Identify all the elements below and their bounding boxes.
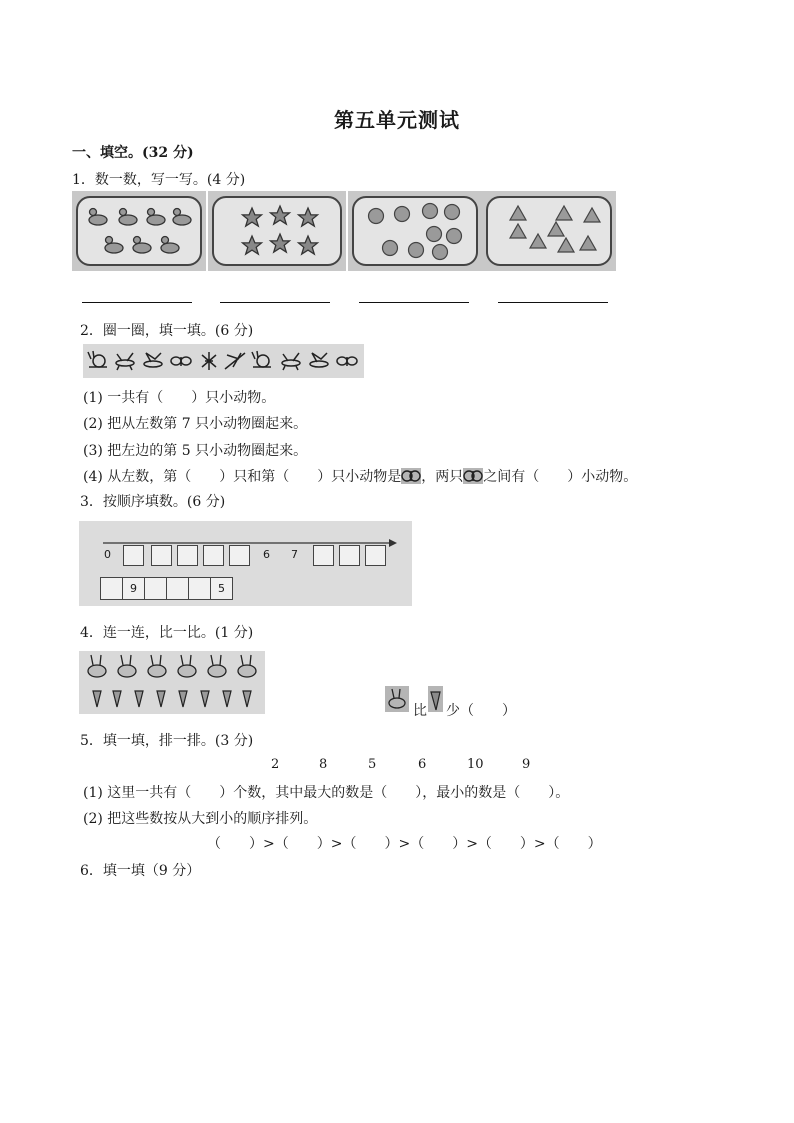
rabbit-icon: [385, 686, 409, 712]
section-heading: 一、填空。(32 分): [72, 145, 194, 161]
q2-part4: [83, 466, 637, 486]
row-blank-box[interactable]: [166, 577, 189, 600]
shao-answer[interactable]: 少（ ）: [446, 703, 516, 719]
line-label-6: 6: [263, 548, 270, 561]
answer-line-stars[interactable]: [220, 302, 330, 303]
triangle-panel: [482, 191, 616, 271]
q1-prompt: 1．数一数，写一写。(4 分): [72, 172, 246, 188]
row-box-5: 5: [210, 577, 233, 600]
order-blanks[interactable]: （ ）>（ ）>（ ）>（ ）>（ ）>（ ）: [207, 836, 602, 852]
triangle-icon-group: [488, 198, 614, 264]
rabbits-carrots-icons: [79, 651, 265, 714]
line-blank-box[interactable]: [229, 545, 250, 566]
rabbits-carrots-figure: [79, 651, 265, 714]
animal-row-icons: [83, 344, 364, 378]
q4-prompt: 4．连一连，比一比。(1 分): [80, 625, 254, 641]
row-blank-box[interactable]: [100, 577, 123, 600]
line-blank-box[interactable]: [365, 545, 386, 566]
page-title: 第五单元测试: [334, 108, 460, 132]
bi-text: 比: [413, 703, 427, 719]
star-icon-group: [214, 198, 344, 264]
q5-part1: (1) 这里一共有（ ）个数，其中最大的数是（ ），最小的数是（ ）。: [83, 785, 570, 801]
line-blank-box[interactable]: [151, 545, 172, 566]
q2-part3: (3) 把左边的第 5 只小动物圈起来。: [83, 443, 308, 459]
line-blank-box[interactable]: [203, 545, 224, 566]
number-2: 2: [271, 757, 280, 772]
q2-part1: (1) 一共有（ ）只小动物。: [83, 390, 276, 406]
counting-pictures: [72, 191, 616, 271]
number-6: 6: [418, 757, 427, 772]
q3-prompt: 3．按顺序填数。(6 分): [80, 494, 226, 510]
line-blank-box[interactable]: [123, 545, 144, 566]
row-box-9: 9: [122, 577, 145, 600]
animal-row: [83, 344, 364, 378]
line-blank-box[interactable]: [339, 545, 360, 566]
line-blank-box[interactable]: [313, 545, 334, 566]
number-5: 5: [368, 757, 377, 772]
q2-part4-mid: ，两只: [421, 469, 464, 485]
line-blank-box[interactable]: [177, 545, 198, 566]
butterfly-icon: [463, 468, 483, 484]
duck-panel: [72, 191, 206, 271]
number-8: 8: [319, 757, 328, 772]
duck-icon-group: [78, 198, 204, 264]
star-panel: [208, 191, 346, 271]
q2-part2: (2) 把从左数第 7 只小动物圈起来。: [83, 416, 308, 432]
row-blank-box[interactable]: [188, 577, 211, 600]
answer-line-triangles[interactable]: [498, 302, 608, 303]
circle-icon-group: [354, 198, 480, 264]
q2-part4-tail: 之间有（ ）小动物。: [483, 469, 638, 485]
answer-line-circles[interactable]: [359, 302, 469, 303]
row-blank-box[interactable]: [144, 577, 167, 600]
q5-part2: (2) 把这些数按从大到小的顺序排列。: [83, 811, 318, 827]
number-10: 10: [467, 757, 484, 772]
line-label-0: 0: [104, 548, 111, 561]
number-9: 9: [522, 757, 531, 772]
q2-prompt: 2．圈一圈，填一填。(6 分): [80, 323, 254, 339]
carrot-icon: [428, 686, 443, 712]
q2-part4-lead: (4) 从左数，第（ ）只和第（ ）只小动物是: [83, 469, 402, 485]
answer-line-ducks[interactable]: [82, 302, 192, 303]
butterfly-icon: [401, 468, 421, 484]
q6-prompt: 6．填一填（9 分）: [80, 863, 201, 879]
line-label-7: 7: [291, 548, 298, 561]
q5-prompt: 5．填一填，排一排。(3 分): [80, 733, 254, 749]
circle-panel: [348, 191, 482, 271]
